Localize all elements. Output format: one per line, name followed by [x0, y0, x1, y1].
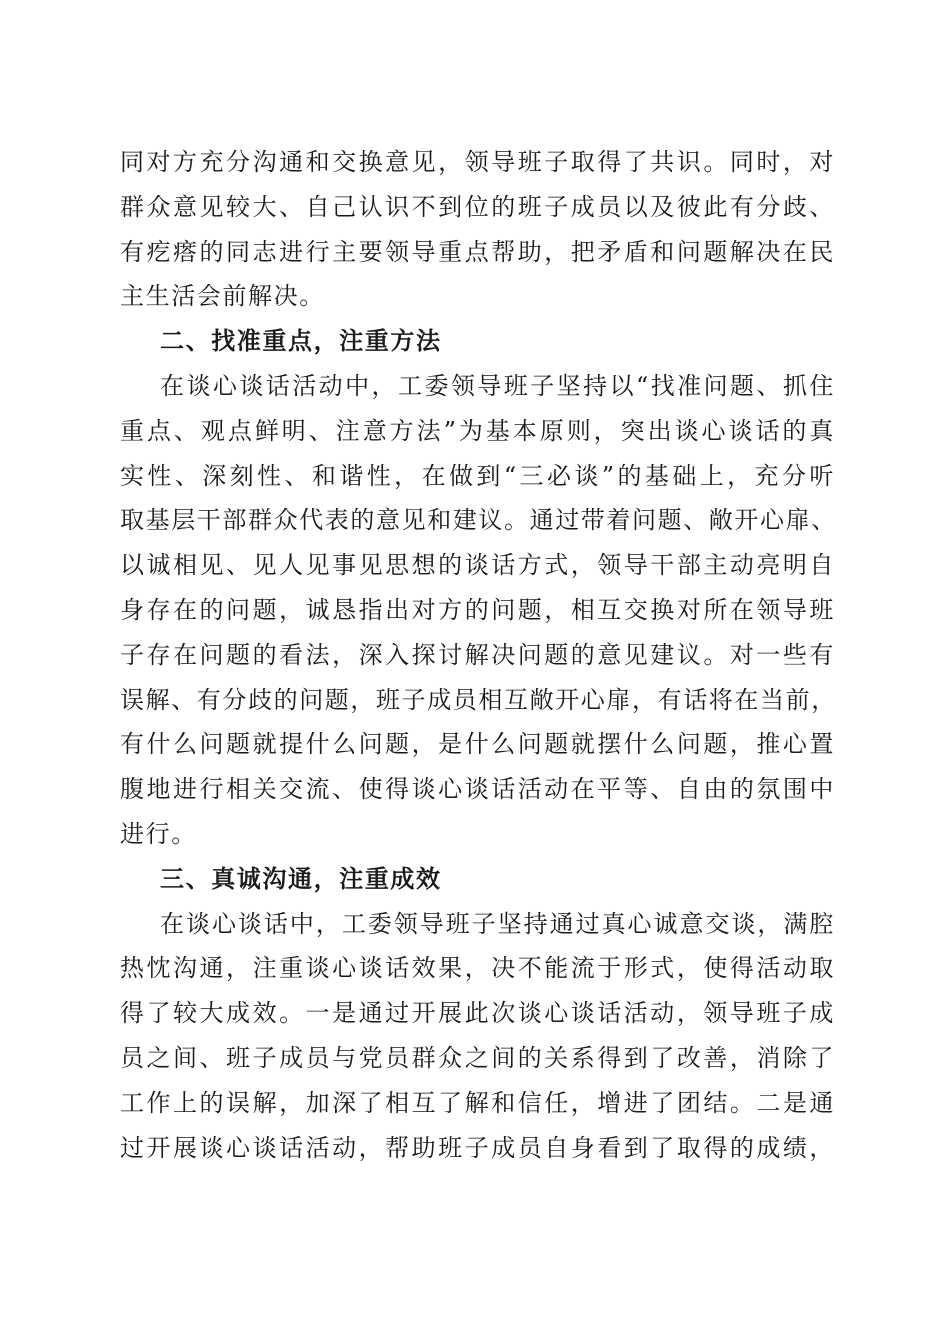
- paragraph-first-line: 在谈心谈话活动中，工委领导班子坚持以“找准问题、抓住: [160, 371, 835, 400]
- paragraph-line: 有疙瘩的同志进行主要领导重点帮助，把矛盾和问题解决在民: [120, 237, 835, 266]
- paragraph-line: 身存在的问题，诚恳指出对方的问题，相互交换对所在领导班: [120, 595, 835, 624]
- paragraph-line: 有什么问题就提什么问题，是什么问题就摆什么问题，推心置: [120, 730, 835, 759]
- paragraph-line: 误解、有分歧的问题，班子成员相互敞开心扉，有话将在当前，: [120, 685, 837, 714]
- paragraph-line: 工作上的误解，加深了相互了解和信任，增进了团结。二是通: [120, 1088, 835, 1117]
- paragraph-line: 以诚相见、见人见事见思想的谈话方式，领导干部主动亮明自: [120, 551, 835, 580]
- section-heading: 三、真诚沟通，注重成效: [160, 864, 442, 893]
- document-body: [120, 140, 835, 1170]
- paragraph-line: 热忱沟通，注重谈心谈话效果，决不能流于形式，使得活动取: [120, 954, 835, 983]
- paragraph-line: 子存在问题的看法，深入探讨解决问题的意见建议。对一些有: [120, 640, 835, 669]
- section-heading: 二、找准重点，注重方法: [160, 327, 442, 356]
- paragraph-line: 重点、观点鲜明、注意方法”为基本原则，突出谈心谈话的真: [120, 416, 835, 445]
- paragraph-line: 过开展谈心谈话活动，帮助班子成员自身看到了取得的成绩，: [120, 1133, 835, 1162]
- paragraph-last-line: 主生活会前解决。: [120, 282, 325, 311]
- paragraph-line: 群众意见较大、自己认识不到位的班子成员以及彼此有分歧、: [120, 192, 835, 221]
- paragraph-line: 腹地进行相关交流、使得谈心谈话活动在平等、自由的氛围中: [120, 775, 835, 804]
- paragraph-line: 实性、深刻性、和谐性，在做到“三必谈”的基础上，充分听: [120, 461, 835, 490]
- paragraph-line: 员之间、班子成员与党员群众之间的关系得到了改善，消除了: [120, 1043, 835, 1072]
- paragraph-line: 同对方充分沟通和交换意见，领导班子取得了共识。同时，对: [120, 148, 835, 176]
- paragraph-first-line: 在谈心谈话中，工委领导班子坚持通过真心诚意交谈，满腔: [160, 909, 835, 938]
- paragraph-last-line: 进行。: [120, 819, 197, 848]
- paragraph-line: 取基层干部群众代表的意见和建议。通过带着问题、敞开心扉、: [120, 506, 837, 535]
- paragraph-line: 得了较大成效。一是通过开展此次谈心谈话活动，领导班子成: [120, 999, 835, 1028]
